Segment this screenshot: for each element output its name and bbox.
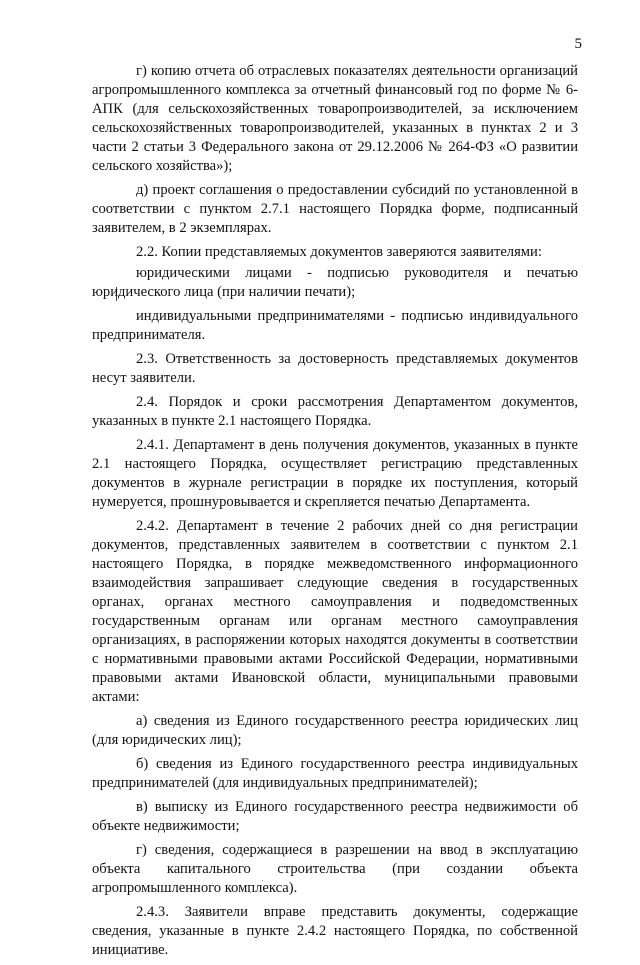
document-body: [92, 62, 578, 965]
page-number: 5: [574, 36, 582, 52]
paragraph-item-a-legal-registry: а) сведения из Единого государственного реестра юридических лиц (для юридических лиц);: [92, 713, 578, 748]
paragraph-2-2-copies: 2.2. Копии представляемых документов заверяются заявителями:: [136, 244, 542, 260]
paragraph-legal-entities: юридическими лицами - подписью руководителя и печатью юридического лица (при наличии печати);: [92, 265, 578, 300]
paragraph-2-4-1-registration: 2.4.1. Департамент в день получения документов, указанных в пункте 2.1 настоящего Порядка, осуществляет регистрацию представленных документов в журнале регистрации в порядке их поступления, который нумеруется, прошнуровывается и скрепляется печатью Департамента.: [92, 437, 578, 510]
paragraph-item-b-entrepreneur-registry: б) сведения из Единого государственного реестра индивидуальных предпринимателей (для индивидуальных предпринимателей);: [92, 756, 578, 791]
paragraph-2-4-3-own-initiative: 2.4.3. Заявители вправе представить документы, содержащие сведения, указанные в пункте 2.4.2 настоящего Порядка, по собственной инициативе.: [92, 904, 578, 958]
paragraph-2-4-procedure: 2.4. Порядок и сроки рассмотрения Департаментом документов, указанных в пункте 2.1 настоящего Порядка.: [92, 394, 578, 429]
paragraph-2-3-responsibility: 2.3. Ответственность за достоверность представляемых документов несут заявители.: [92, 351, 578, 386]
paragraph-item-g-commissioning-permit: г) сведения, содержащиеся в разрешении на ввод в эксплуатацию объекта капитального строительства (при создании объекта агропромышленного комплекса).: [92, 842, 578, 896]
paragraph-item-d-agreement: д) проект соглашения о предоставлении субсидий по установленной в соответствии с пунктом 2.7.1 настоящего Порядка форме, подписанный заявителем, в 2 экземплярах.: [92, 182, 578, 236]
paragraph-item-v-real-estate-extract: в) выписку из Единого государственного реестра недвижимости об объекте недвижимости;: [92, 799, 578, 834]
paragraph-item-g-report: г) копию отчета об отраслевых показателях деятельности организаций агропромышленного комплекса за отчетный финансовый год по форме № 6-АПК (для сельскохозяйственных товаропроизводителей, за исключением сельскохозяйственных товаропроизводителей, указанных в пунктах 2 и 3 части 2 статьи 3 Федерального закона от 29.12.2006 № 264-ФЗ «О развитии сельского хозяйства»);: [92, 63, 578, 174]
paragraph-2-4-2-interagency-request: 2.4.2. Департамент в течение 2 рабочих дней со дня регистрации документов, представленных заявителем в соответствии с пунктом 2.1 настоящего Порядка, в порядке межведомственного информационного взаимодействия запрашивает следующие сведения в государственных органах, органах местного самоуправления и подведомственных государственным органам или органам местного самоуправления организациях, в распоряжении которых находятся документы в соответствии с нормативными правовыми актами Российской Федерации, нормативными правовыми актами Ивановской области, муниципальными правовыми актами:: [92, 518, 578, 705]
paragraph-individual-entrepreneurs: индивидуальными предпринимателями - подписью индивидуального предпринимателя.: [92, 308, 578, 343]
